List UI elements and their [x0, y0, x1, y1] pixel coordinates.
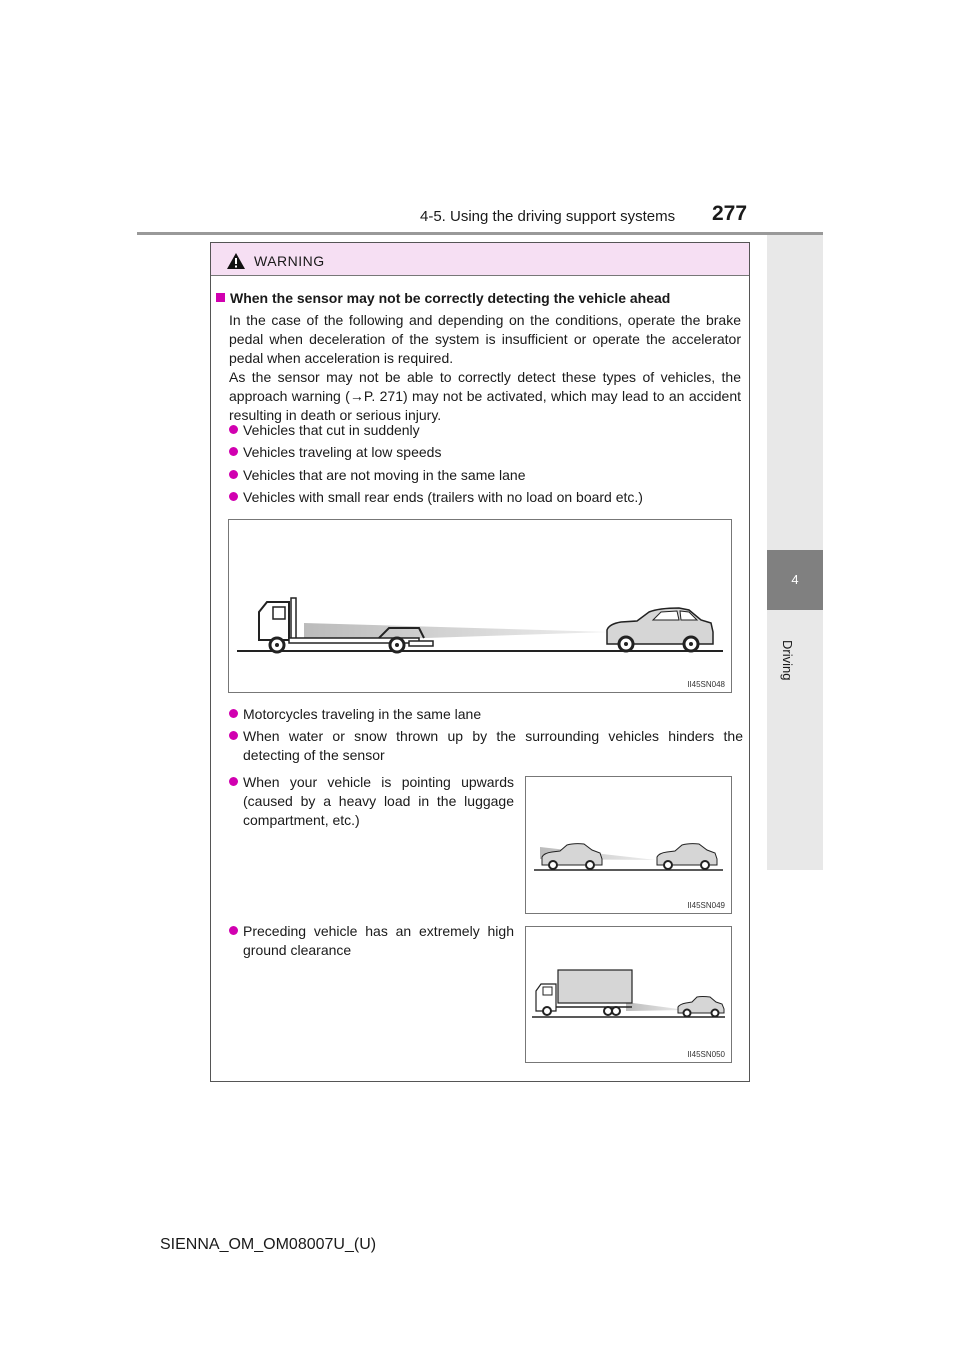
list-item [229, 705, 743, 724]
figure-trailer-illustration [228, 519, 732, 693]
list-item-text: Vehicles that cut in suddenly [243, 422, 420, 438]
warning-paragraph: In the case of the following and depending on the conditions, operate the brake pedal when deceleration of the system is insufficient or operate the accelerator pedal when acceleration is required. [229, 312, 741, 366]
side-tab-strip [767, 235, 823, 550]
list-item-text: Vehicles with small rear ends (trailers with no load on board etc.) [243, 489, 643, 505]
list-item [229, 727, 743, 765]
chapter-label: Driving [780, 640, 795, 681]
list-item [229, 466, 743, 485]
list-item-text: Vehicles traveling at low speeds [243, 444, 442, 460]
warning-title: WARNING [254, 253, 325, 269]
bullet-dot-icon [229, 926, 238, 935]
list-item [229, 922, 514, 960]
list-item-text: Preceding vehicle has an extremely high ground clearance [243, 923, 514, 958]
warning-paragraph: As the sensor may not be able to correctly detect these types of vehicles, the approach warning (→P. 271) may not be activated, which may lead to an accident resulting in death or serious injury. [229, 369, 741, 423]
document-code: SIENNA_OM_OM08007U_(U) [160, 1236, 377, 1253]
warning-section-title [216, 290, 670, 306]
chapter-number: 4 [791, 572, 799, 587]
list-item-text: When water or snow thrown up by the surrounding vehicles hinders the detecting of the sensor [243, 728, 743, 763]
page-section-title: 4-5. Using the driving support systems [420, 208, 676, 225]
warning-section-title-text: When the sensor may not be correctly detecting the vehicle ahead [230, 290, 671, 306]
bullet-dot-icon [229, 470, 238, 479]
warning-triangle-icon [226, 252, 246, 270]
figure-code: II45SN049 [687, 901, 725, 910]
bullet-dot-icon [229, 425, 238, 434]
list-item [229, 421, 743, 440]
list-item-text: Motorcycles traveling in the same lane [243, 706, 482, 722]
side-tab-strip-lower [767, 610, 823, 870]
list-item-text: When your vehicle is pointing upwards (caused by a heavy load in the luggage compartment, etc.) [243, 774, 514, 828]
list-item [229, 773, 514, 830]
header-rule [137, 232, 823, 235]
square-bullet-icon [216, 293, 225, 302]
two-cars-illustration [526, 777, 731, 913]
page-number: 277 [712, 202, 748, 225]
bullet-dot-icon [229, 447, 238, 456]
trailer-car-illustration [229, 520, 731, 692]
list-item [229, 488, 743, 507]
list-item-text: Vehicles that are not moving in the same lane [243, 467, 526, 483]
list-item [229, 443, 743, 462]
bullet-dot-icon [229, 731, 238, 740]
truck-car-illustration [526, 927, 731, 1062]
figure-code: II45SN048 [687, 680, 725, 689]
figure-code: II45SN050 [687, 1050, 725, 1059]
bullet-dot-icon [229, 709, 238, 718]
figure-pointing-upwards-illustration [525, 776, 732, 914]
bullet-dot-icon [229, 777, 238, 786]
figure-ground-clearance-illustration [525, 926, 732, 1063]
bullet-dot-icon [229, 492, 238, 501]
